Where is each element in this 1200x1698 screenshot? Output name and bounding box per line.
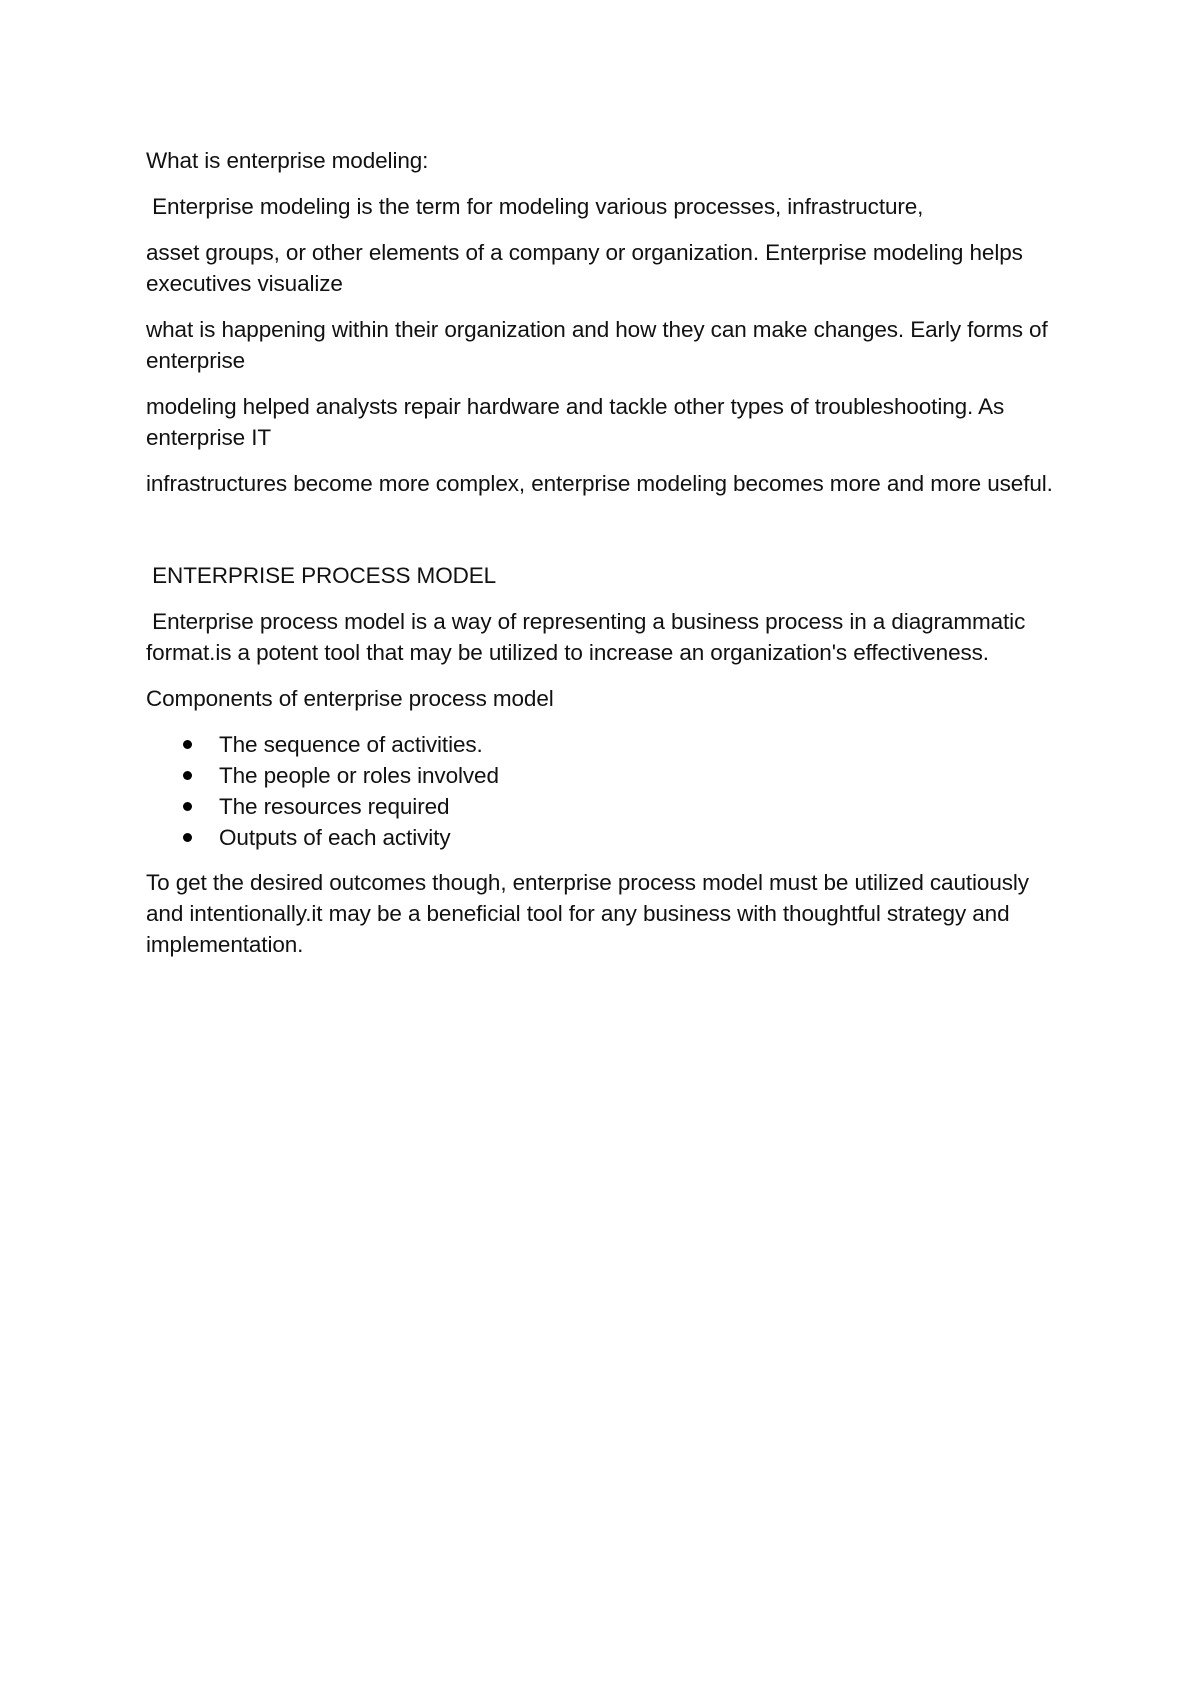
- list-item: [146, 791, 1066, 822]
- paragraph-2: asset groups, or other elements of a company or organization. Enterprise modeling helps executives visualize: [146, 240, 1023, 296]
- section-heading-enterprise-process-model: ENTERPRISE PROCESS MODEL: [146, 563, 497, 588]
- document-body: [146, 145, 1066, 975]
- paragraph-1: Enterprise modeling is the term for modeling various processes, infrastructure,: [146, 194, 924, 219]
- paragraph-3: what is happening within their organization and how they can make changes. Early forms of enterprise: [146, 317, 1048, 373]
- components-list: [146, 729, 1066, 853]
- list-item-text: Outputs of each activity: [219, 825, 451, 850]
- conclusion-paragraph: To get the desired outcomes though, enterprise process model must be utilized cautiously and intentionally.it may be a beneficial tool for any business with thoughtful strategy and implementation.: [146, 870, 1029, 957]
- bullet-icon: [183, 833, 192, 842]
- paragraph-4: modeling helped analysts repair hardware and tackle other types of troubleshooting. As enterprise IT: [146, 394, 1005, 450]
- bullet-icon: [183, 740, 192, 749]
- list-item-text: The resources required: [219, 794, 450, 819]
- list-item: [146, 760, 1066, 791]
- section-heading-enterprise-modeling: What is enterprise modeling:: [146, 148, 429, 173]
- list-item: [146, 729, 1066, 760]
- blank-line: [146, 514, 1066, 560]
- components-heading: Components of enterprise process model: [146, 686, 554, 711]
- bullet-icon: [183, 771, 192, 780]
- list-item-text: The sequence of activities.: [219, 732, 483, 757]
- list-item: [146, 822, 1066, 853]
- bullet-icon: [183, 802, 192, 811]
- process-model-intro: Enterprise process model is a way of representing a business process in a diagrammatic format.is a potent tool that may be utilized to increase an organization's effectiveness.: [146, 609, 1032, 665]
- list-item-text: The people or roles involved: [219, 763, 499, 788]
- paragraph-5: infrastructures become more complex, enterprise modeling becomes more and more useful.: [146, 471, 1053, 496]
